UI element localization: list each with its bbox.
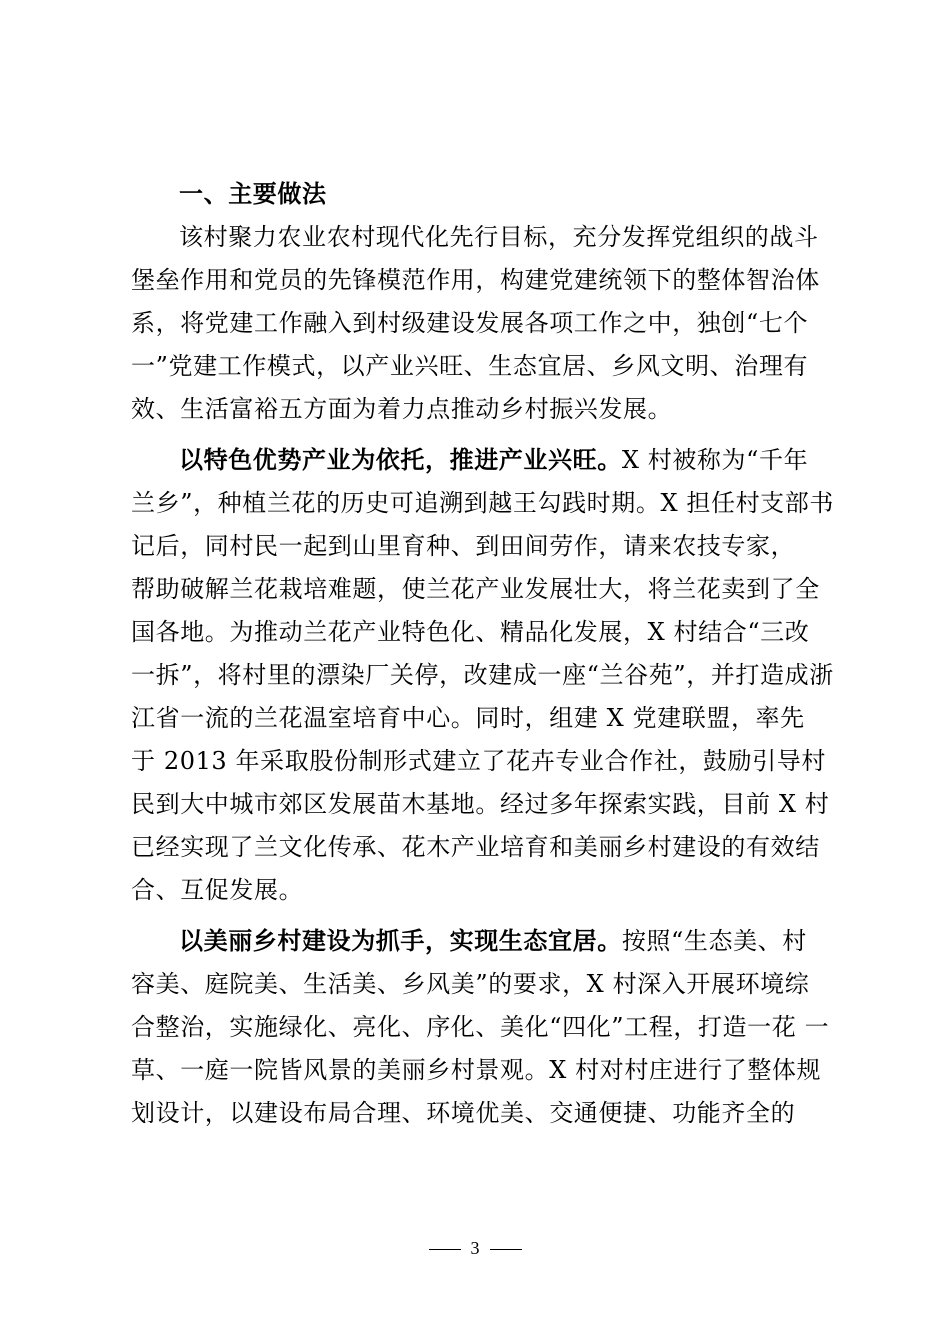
paragraph-3-line-4: 草、一庭一院皆风景的美丽乡村景观。X 村对村庄进行了整体规 — [131, 1056, 822, 1084]
paragraph-1-line-5: 效、生活富裕五方面为着力点推动乡村振兴发展。 — [131, 395, 673, 423]
page-number: 3 — [470, 1238, 480, 1258]
paragraph-2-line-3: 记后，同村民一起到山里育种、到田间劳作，请来农技专家， — [131, 532, 796, 560]
paragraph-2-line-1 — [131, 439, 841, 482]
paragraph-2-line-8: 于 2013 年采取股份制形式建立了花卉专业合作社，鼓励引导村 — [131, 747, 826, 775]
paragraph-2-line-7: 江省一流的兰花温室培育中心。同时，组建 X 党建联盟，率先 — [131, 704, 805, 732]
footer-right-dash — [490, 1249, 522, 1250]
paragraph-3-line-5: 划设计，以建设布局合理、环境优美、交通便捷、功能齐全的 — [131, 1099, 796, 1127]
document-body — [131, 173, 841, 1135]
footer-left-dash — [429, 1249, 461, 1250]
paragraph-2-first-line-rest: X 村被称为“千年 — [621, 446, 809, 474]
paragraph-1-line-2: 堡垒作用和党员的先锋模范作用，构建党建统领下的整体智治体 — [131, 266, 820, 294]
paragraph-1 — [131, 216, 841, 431]
paragraph-3 — [131, 920, 841, 1135]
paragraph-3-line-3: 合整治，实施绿化、亮化、序化、美化“四化”工程，打造一花 一 — [131, 1013, 830, 1041]
paragraph-2-line-2: 兰乡”，种植兰花的历史可追溯到越王勾践时期。X 担任村支部书 — [131, 489, 834, 517]
paragraph-2-line-9: 民到大中城市郊区发展苗木基地。经过多年探索实践，目前 X 村 — [131, 790, 830, 818]
paragraph-2 — [131, 439, 841, 912]
paragraph-3-first-line-rest: 按照“生态美、村 — [621, 927, 807, 955]
paragraph-3-line-2: 容美、庭院美、生活美、乡风美”的要求，X 村深入开展环境综 — [131, 970, 810, 998]
paragraph-1-line-1: 该村聚力农业农村现代化先行目标，充分发挥党组织的战斗 — [179, 223, 819, 251]
paragraph-2-line-5: 国各地。为推动兰花产业特色化、精品化发展，X 村结合“三改 — [131, 618, 810, 646]
paragraph-1-line-3: 系，将党建工作融入到村级建设发展各项工作之中，独创“七个 — [131, 309, 809, 337]
paragraph-3-lead: 以美丽乡村建设为抓手，实现生态宜居。 — [179, 927, 622, 955]
paragraph-2-lead: 以特色优势产业为依托，推进产业兴旺。 — [179, 446, 622, 474]
section-heading: 一、主要做法 — [179, 180, 327, 208]
paragraph-2-line-10: 已经实现了兰文化传承、花木产业培育和美丽乡村建设的有效结 — [131, 833, 820, 861]
paragraph-3-line-1 — [131, 920, 841, 963]
paragraph-1-line-4: 一”党建工作模式，以产业兴旺、生态宜居、乡风文明、治理有 — [131, 352, 809, 380]
paragraph-2-line-11: 合、互促发展。 — [131, 876, 304, 904]
paragraph-2-line-4: 帮助破解兰花栽培难题，使兰花产业发展壮大，将兰花卖到了全 — [131, 575, 820, 603]
page-footer — [0, 1236, 950, 1260]
paragraph-2-line-6: 一拆”，将村里的漂染厂关停，改建成一座“兰谷苑”，并打造成浙 — [131, 661, 834, 689]
